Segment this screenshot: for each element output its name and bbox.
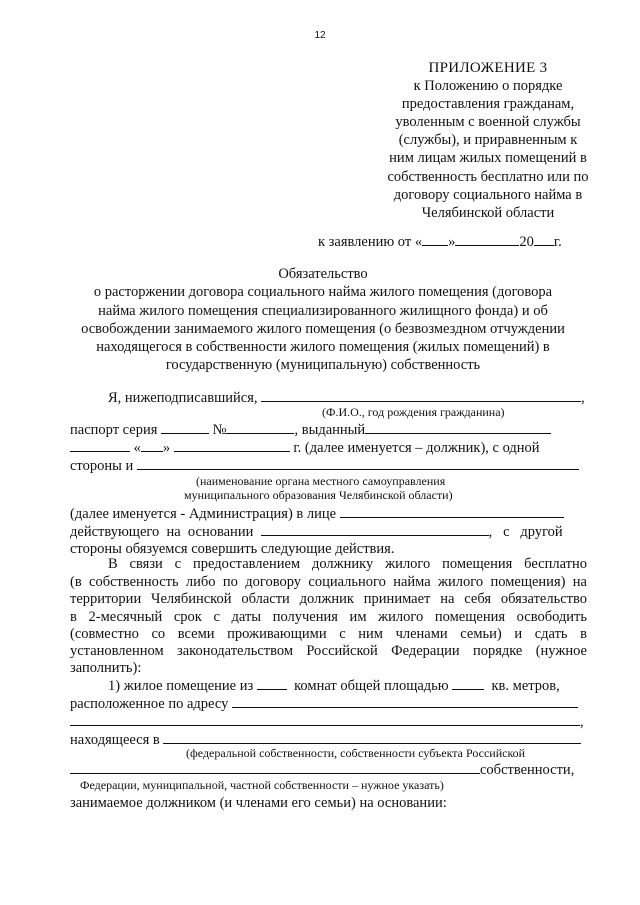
paragraph-line: в 2-месячный срок с даты получения им жилого помещения освободить: [70, 609, 587, 625]
year-prefix: 20: [519, 234, 534, 250]
rooms-label: комнат общей площадью: [294, 678, 449, 694]
hint-fio: (Ф.И.О., год рождения гражданина): [322, 405, 505, 419]
item1-line: [108, 676, 560, 695]
obligate-line: стороны обязуемся совершить следующие действия.: [70, 541, 395, 557]
undersigned-label: Я, нижеподписавшийся,: [108, 390, 258, 406]
address-field-2[interactable]: [70, 712, 580, 726]
issue-month-year-field[interactable]: [174, 438, 290, 452]
admin-representative-field[interactable]: [340, 504, 564, 518]
occupied-line: занимаемое должником (и членами его семьи) на основании:: [70, 795, 447, 811]
passport-series-label: паспорт серия: [70, 422, 158, 438]
appendix-line: Челябинской области: [421, 204, 555, 221]
appendix-line: собственность бесплатно или по: [387, 168, 589, 185]
appendix-line: уволенным с военной службы: [395, 114, 581, 131]
appendix-title: ПРИЛОЖЕНИЕ 3: [428, 60, 548, 76]
issue-date-line: [70, 438, 540, 457]
statement-suffix: г.: [553, 234, 562, 250]
paragraph-line: В связи с предоставлением должнику жилого помещения бесплатно: [108, 556, 587, 572]
hint-ownership-1: (федеральной собственности, собственности субъекта Российской: [186, 746, 526, 760]
acting-line: [70, 522, 563, 541]
ownership-line: [70, 760, 574, 779]
other-side-label: , с другой: [488, 524, 563, 540]
ownership-field[interactable]: [70, 760, 480, 774]
units-label: кв. метров,: [491, 678, 560, 694]
heading-line: государственную (муниципальную) собственность: [165, 357, 481, 374]
appendix-line: (службы), и приравненным к: [398, 132, 578, 149]
acting-label: действующего на основании: [70, 524, 254, 540]
address-field[interactable]: [232, 694, 578, 708]
located-in-label: находящееся в: [70, 732, 160, 748]
hint-org-2: муниципального образования Челябинской области): [184, 488, 453, 502]
quote-open: «: [133, 440, 141, 456]
located-label: расположенное по адресу: [70, 696, 229, 712]
hint-org-1: (наименование органа местного самоуправления: [196, 474, 446, 488]
passport-series-field[interactable]: [161, 420, 209, 434]
appendix-block: [368, 59, 608, 222]
heading-line: о расторжении договора социального найма жилого помещения (договора: [93, 284, 553, 301]
appendix-line: предоставления гражданам,: [401, 96, 575, 113]
paragraph-line: (совместно со всеми проживающими с ним членами семьи) и сдать в: [70, 626, 587, 642]
heading-line: находящегося в собственности жилого помещения (жилых помещений) в: [96, 339, 550, 356]
fio-field[interactable]: [261, 388, 581, 402]
issue-day-field[interactable]: [141, 438, 163, 452]
quote-close: »: [162, 440, 171, 456]
item1-start: 1) жилое помещение из: [108, 678, 254, 694]
paragraph-line: (в собственность либо по договору социального найма жилого помещения) на: [70, 574, 587, 590]
year-blank[interactable]: [534, 232, 554, 246]
appendix-line: договору социального найма в: [393, 186, 583, 203]
month-blank[interactable]: [455, 232, 519, 246]
paragraph-line: территории Челябинской области должник принимает на себя обязательство: [70, 591, 587, 607]
admin-line: [70, 504, 564, 523]
day-blank[interactable]: [422, 232, 448, 246]
rooms-count-field[interactable]: [257, 676, 287, 690]
statement-prefix: к заявлению от «: [318, 234, 423, 250]
party-and-label: стороны и: [70, 458, 134, 474]
party-line: [70, 456, 579, 475]
issued-by-field-2[interactable]: [70, 438, 130, 452]
ownership-type-field[interactable]: [163, 730, 581, 744]
issued-by-field[interactable]: [365, 420, 551, 434]
paragraph-line: заполнить):: [70, 660, 142, 676]
heading-title: Обязательство: [278, 266, 368, 282]
heading-line: освобождении занимаемого жилого помещения (о безвозмездном отчуждении: [81, 320, 565, 337]
number-sign: №: [212, 422, 227, 438]
issued-label: , выданный: [294, 422, 366, 438]
comma: ,: [581, 390, 585, 406]
statement-mid: »: [448, 234, 456, 250]
paragraph-line: установленном законодательством Российской Федерации порядке (нужное: [70, 643, 587, 659]
appendix-line: ним лицам жилых помещений в: [389, 150, 587, 167]
address-line-2: [70, 712, 584, 731]
comma: ,: [580, 714, 584, 730]
heading-block: [60, 265, 586, 375]
appendix-line: к Положению о порядке: [413, 78, 563, 95]
organ-name-field[interactable]: [137, 456, 579, 470]
admin-label: (далее именуется - Администрация) в лице: [70, 506, 337, 522]
statement-date-line: [318, 232, 562, 251]
debtor-label: г. (далее именуется – должник), с одной: [293, 440, 540, 456]
passport-number-field[interactable]: [226, 420, 294, 434]
area-field[interactable]: [452, 676, 484, 690]
passport-line: [70, 420, 551, 439]
address-line: [70, 694, 578, 713]
hint-ownership-2: Федерации, муниципальной, частной собственности – нужное указать): [80, 778, 444, 792]
heading-line: найма жилого помещения специализированного жилищного фонда) и об: [98, 302, 548, 319]
page-number: 12: [314, 30, 326, 41]
basis-field[interactable]: [261, 522, 489, 536]
ownership-label: собственности,: [480, 762, 575, 778]
